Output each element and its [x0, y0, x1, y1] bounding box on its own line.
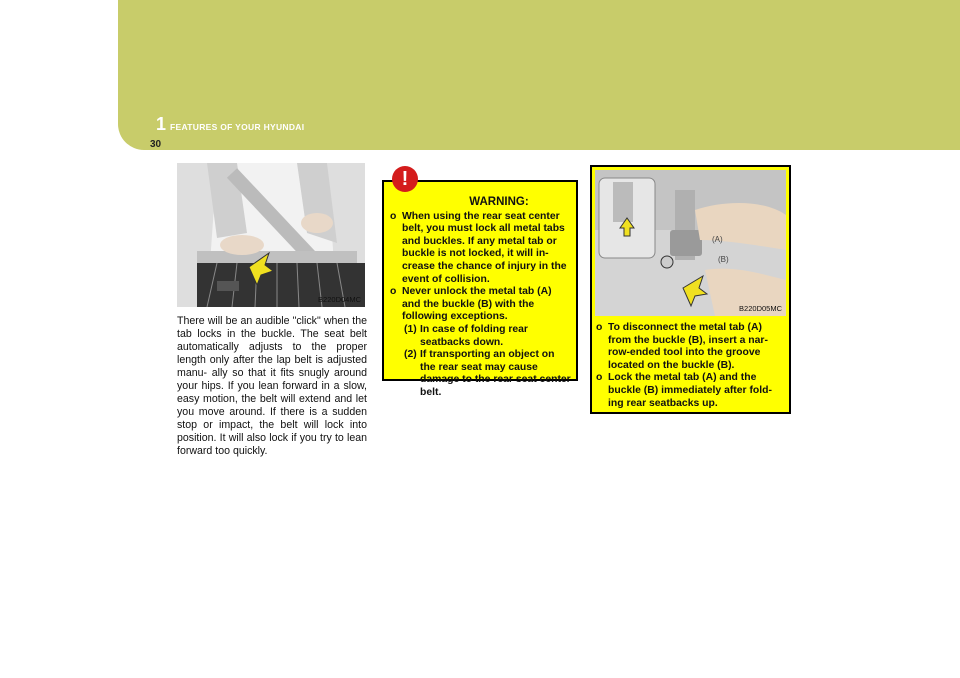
warning-item: o When using the rear seat center belt, you must lock all metal tabs and buckles. If any metal tab or buckle is not locked, it will in- crease the chance of injury in the event of collision.	[390, 210, 567, 285]
seatbelt-illustration	[177, 163, 365, 307]
instruction-item: o Lock the metal tab (A) and the buckle (B) immediately after fold- ing rear seatbacks up.	[596, 372, 772, 409]
label-a: (A)	[712, 235, 723, 244]
warning-icon: !	[392, 166, 418, 192]
warning-subitem: (2) If transporting an object on the rear seat may cause damage to the rear seat center belt.	[404, 349, 571, 398]
chapter-number: 1	[156, 114, 167, 134]
seatbelt-description: There will be an audible "click" when the tab locks in the buckle. The seat belt automatically adjusts to the proper length only after the lap belt is adjusted manu- ally so that it fits snugly around your hips. If you lean forward in a slow, easy motion, the belt will extend and let you move around. If there is a sudden stop or impact, the belt will lock into position. It will also lock if you try to lean forward too quickly.	[177, 315, 367, 457]
image-code: B220D05MC	[739, 304, 782, 313]
instruction-item: o To disconnect the metal tab (A) from the buckle (B), insert a nar- row-ended tool into the groove located on the buckle (B).	[596, 322, 768, 371]
page-number: 30	[150, 139, 162, 150]
image-code: B220D04MC	[318, 295, 361, 304]
label-b: (B)	[718, 255, 729, 264]
chapter-title: FEATURES OF YOUR HYUNDAI	[170, 122, 305, 132]
buckle-illustration	[595, 170, 786, 316]
seatbelt-photo	[177, 163, 365, 307]
instruction-list	[596, 322, 786, 410]
buckle-photo	[595, 170, 786, 316]
warning-box	[382, 180, 578, 398]
chapter-header	[156, 114, 304, 135]
warning-item: o Never unlock the metal tab (A) and the buckle (B) with the following exceptions.	[390, 286, 552, 323]
warning-title: WARNING:	[469, 196, 529, 208]
warning-subitem: (1) In case of folding rear seatbacks down.	[404, 323, 528, 348]
